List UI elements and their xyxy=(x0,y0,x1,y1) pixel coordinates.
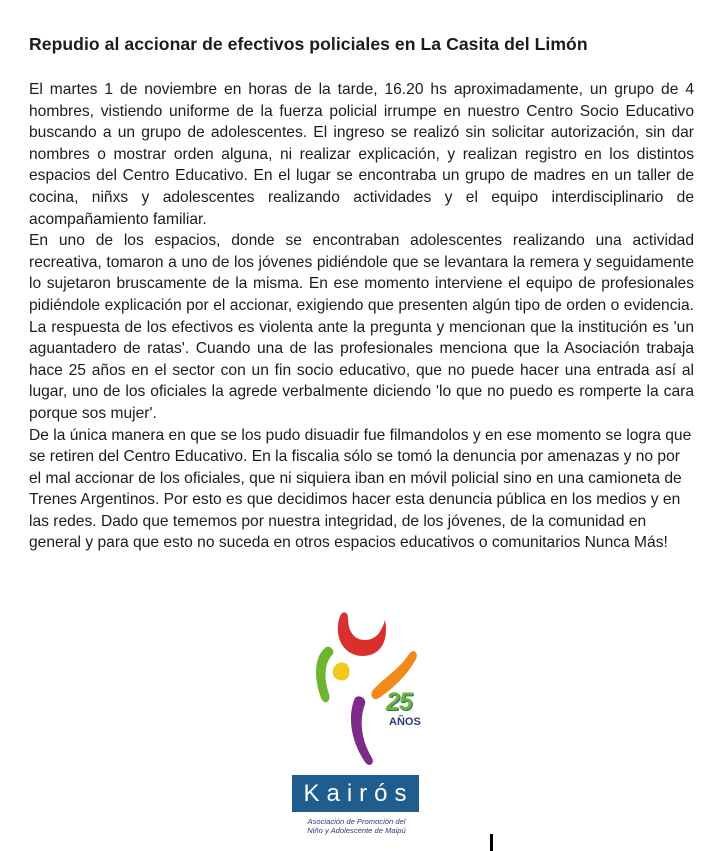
kairos-logo xyxy=(285,606,435,846)
logo-org-line-2: Niño y Adolescente de Maipú xyxy=(307,826,406,835)
stray-mark xyxy=(490,834,493,851)
logo-red-head xyxy=(338,612,386,656)
paragraph-2: En uno de los espacios, donde se encontraban adolescentes realizando una actividad recreativa, tomaron a uno de los jóvenes pidiéndole que se levantara la remera y seguidamente lo sujetaron bruscamente de la misma. En ese momento interviene el equipo de profesionales pidiéndole explicación por el accionar, exigiendo que presenten algún tipo de orden o evidencia. La respuesta de los efectivos es violenta ante la pregunta y mencionan que la institución es 'un aguantadero de ratas'. Cuando una de las profesionales menciona que la Asociación trabaja hace 25 años en el sector con un fin socio educativo, que no puede hacer una entrada así al lugar, uno de los oficiales la agrede verbalmente diciendo 'lo que no puedo es romperte la cara porque sos mujer'. xyxy=(29,232,694,422)
logo-org-line-1: Asociación de Promoción del xyxy=(307,817,406,826)
paragraph-1: El martes 1 de noviembre en horas de la tarde, 16.20 hs aproximadamente, un grupo de 4 hombres, vistiendo uniforme de la fuerza policial irrumpe en nuestro Centro Socio Educativo buscando a un grupo de adolescentes. El ingreso se realizó sin solicitar autorización, sin dar nombres o mostrar orden alguna, ni realizar explicación, y realizan registro en los distintos espacios del Centro Educativo. En el lugar se encontraba un grupo de madres en un taller de cocina, niñxs y adolescentes realizando actividades y el equipo interdisciplinario de acompañamiento familiar. xyxy=(29,81,694,228)
kairos-figure-icon xyxy=(285,606,435,776)
logo-brand-name: Kairós xyxy=(292,775,419,812)
article-body xyxy=(29,79,694,554)
logo-green-arm xyxy=(316,647,333,703)
paragraph-3: De la única manera en que se los pudo disuadir fue filmandolos y en ese momento se logra que se retiren del Centro Educativo. En la fiscalia sólo se tomó la denuncia por amenazas y no por el mal accionar de los oficiales, que ni siquiera iban en móvil policial sino en una camioneta de Trenes Argentinos. Por esto es que decidimos hacer esta denuncia pública en los medios y en las redes. Dado que tememos por nuestra integridad, de los jóvenes, de la comunidad en general y para que esto no suceda en otros espacios educativos o comunitarios Nunca Más! xyxy=(29,426,692,552)
logo-purple-leg xyxy=(351,696,373,765)
logo-years-label: AÑOS xyxy=(389,716,421,728)
logo-years-number: 25 xyxy=(386,688,412,716)
logo-yellow-arm xyxy=(333,662,350,680)
page-title: Repudio al accionar de efectivos policiales en La Casita del Limón xyxy=(29,34,588,54)
